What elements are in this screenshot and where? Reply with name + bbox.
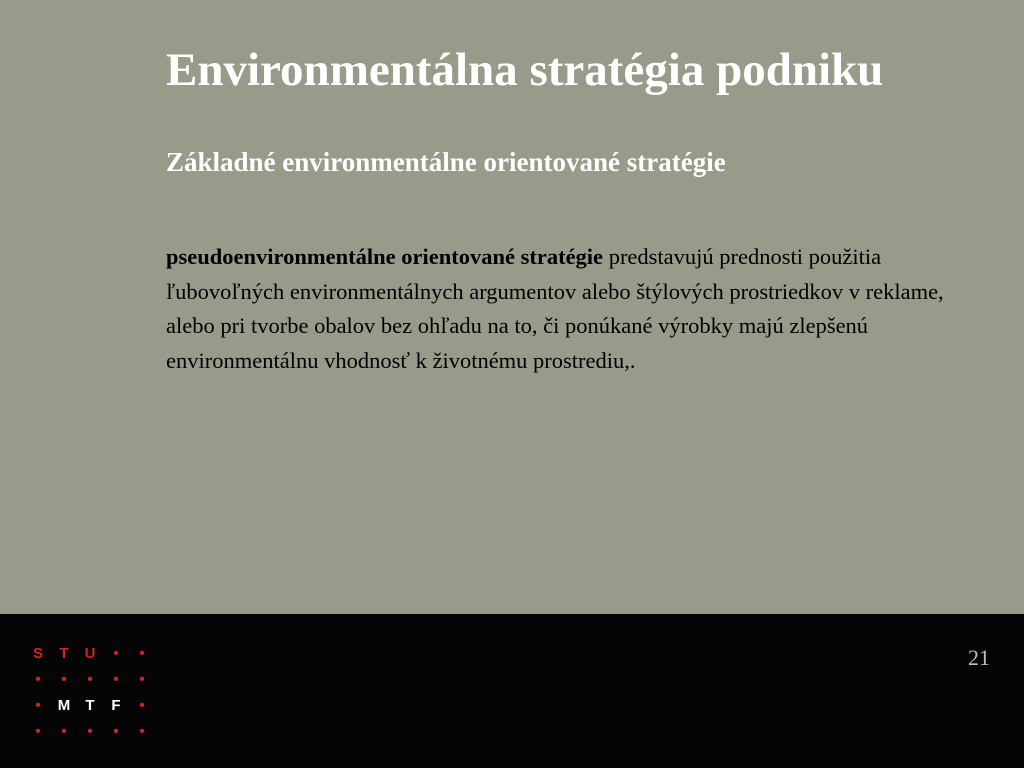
page-number: 21 xyxy=(968,645,990,670)
logo-dot: • xyxy=(87,671,93,688)
logo-letter-s: S xyxy=(32,645,43,662)
slide-body-text xyxy=(166,240,956,378)
logo-dot: • xyxy=(139,671,145,688)
logo-letter-m: M xyxy=(57,697,71,714)
logo-dot: • xyxy=(61,671,67,688)
slide-footer xyxy=(0,614,1024,768)
logo-dot: • xyxy=(87,723,93,740)
logo-row-2 xyxy=(30,670,150,690)
logo-dot: • xyxy=(139,645,145,662)
slide-title: Environmentálna stratégia podniku xyxy=(166,44,884,96)
logo-dot: • xyxy=(35,723,41,740)
logo-row-4 xyxy=(30,722,150,742)
logo-dot: • xyxy=(139,697,145,714)
logo-dot: • xyxy=(113,645,119,662)
body-description: predstavujú prednosti použitia ľubovoľných environmentálnych argumentov alebo štýlových prostriedkov v reklame, alebo pri tvorbe obalov bez ohľadu na to, či ponúkané výrobky majú zlepšenú environmentálnu vhodnosť k životnému prostrediu,. xyxy=(166,244,944,373)
logo-letter-t: T xyxy=(59,645,69,662)
slide-subtitle: Základné environmentálne orientované stratégie xyxy=(166,147,726,177)
logo-dot: • xyxy=(35,697,41,714)
logo-dot: • xyxy=(139,723,145,740)
body-bold-term: pseudoenvironmentálne orientované stratégie xyxy=(166,244,604,269)
logo-row-3 xyxy=(30,696,150,716)
logo-dot: • xyxy=(61,723,67,740)
logo-dot: • xyxy=(35,671,41,688)
logo-dot: • xyxy=(113,723,119,740)
logo-letter-u: U xyxy=(84,645,96,662)
logo-letter-f: F xyxy=(111,697,121,714)
logo-letter-t: T xyxy=(85,697,95,714)
logo-dot: • xyxy=(113,671,119,688)
logo-row-1 xyxy=(30,644,150,664)
stu-mtf-logo xyxy=(30,644,150,740)
